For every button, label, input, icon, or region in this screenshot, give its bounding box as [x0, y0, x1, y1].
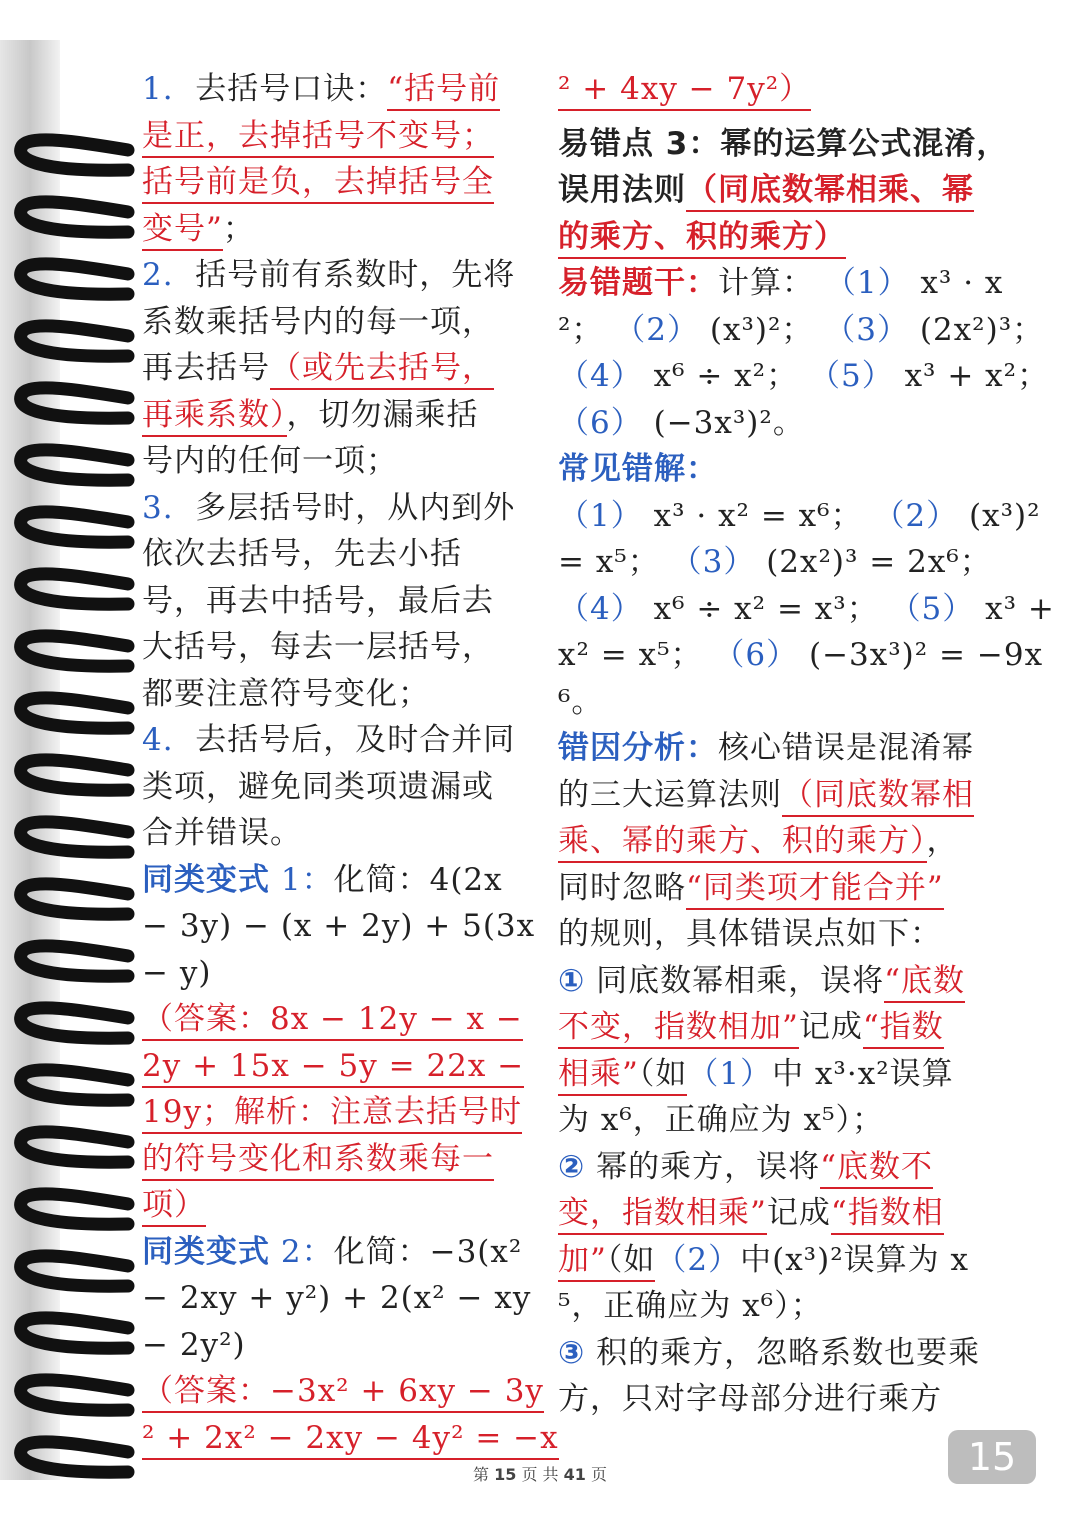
- stem: 易错题干：计算： （1） x³ · x: [558, 265, 1004, 301]
- point1: ① 同底数幂相乘，误将“底数: [558, 958, 1003, 1005]
- variant1-answer: （答案：8x − 12y − x −: [142, 996, 527, 1043]
- variant1-title: 同类变式 1：化简：4(2x: [142, 861, 503, 898]
- right-column: ² + 4xy − 7y²） 易错点 3：幂的运算公式混淆， 误用法则（同底数幂相乘、幂 的乘方、积的乘方） 易错题干：计算： （1） x³ · x ²； （2） (x³)²； （3） (2x²)³； （4） x⁶ ÷ x²； （5） x³ + x²； （6） (−3x³)²。 常见错解： （1） x³ · x² = x⁶； （2） (x³)² = x⁵； （3） (2x²)³ = 2x⁶； （4） x⁶ ÷ x² = x³； （5） x³ + x² = x⁵； （6） (−3x³)² = −9x ⁶。 错因分析：核心错误是混淆幂 的三大运算法则（同底数幂相 乘、幂的乘方、积的乘方）， 同时忽略“同类项才能合并” 的规则，具体错误点如下： ① 同底数幂相乘，误将“底数 不变，指数相加”记成“指数 相乘”（如（1）中 x³·x²误算 为 x⁶，正确应为 x⁵）； ② 幂的乘方，误将“底数不 变，指数相乘”记成“指数相 加”（如（2）中(x³)²误算为 x ⁵，正确应为 x⁶）； ③ 积的乘方，忽略系数也要乘 方，只对字母部分进行乘方: [558, 71, 1055, 1417]
- point2: ② 幂的乘方，误将“底数不: [558, 1144, 1003, 1191]
- point3: ③ 积的乘方，忽略系数也要乘: [558, 1334, 981, 1371]
- error-analysis: 错因分析：核心错误是混淆幂: [558, 730, 974, 766]
- item2-line1: 2. 括号前有系数时，先将: [142, 257, 516, 293]
- spiral-binding: [0, 40, 140, 1480]
- mistake3-heading: 易错点 3：幂的运算公式混淆，: [558, 125, 1009, 162]
- page-footer: 第 15 页 共 41 页: [472, 1465, 608, 1484]
- variant2-title: 同类变式 2：化简：−3(x²: [142, 1233, 523, 1270]
- item1-line1: 1. 去括号口诀：“括号前: [142, 66, 527, 113]
- common-mistakes: 常见错解：: [558, 451, 718, 487]
- variant2-answer: （答案：−3x² + 6xy − 3y: [142, 1368, 527, 1415]
- page-number-badge: 15: [948, 1430, 1036, 1484]
- left-column: 1. 去括号口诀：“括号前 是正，去掉括号不变号； 括号前是负，去掉括号全 变号”； 2. 括号前有系数时，先将 系数乘括号内的每一项， 再去括号（或先去括号， 再乘系数），切勿漏乘括 号内的任何一项； 3. 多层括号时，从内到外 依次去括号，先去小括 号，再去中括号，最后去 大括号，每去一层括号， 都要注意符号变化； 4. 去括号后，及时合并同 类项，避免同类项遗漏或 合并错误。 同类变式 1：化简：4(2x − 3y) − (x + 2y) + 5(3x − y) （答案：8x − 12y − x − 2y + 15x − 5y = 22x − 19y；解析：注意去括号时 的符号变化和系数乘每一 项） 同类变式 2：化简：−3(x² − 2xy + y²) + 2(x² − xy − 2y²) （答案：−3x² + 6xy − 3y ² + 2x² − 2xy − 4y² = −x: [142, 66, 527, 1461]
- item3-line1: 3. 多层括号时，从内到外: [142, 489, 516, 526]
- item4-line1: 4. 去括号后，及时合并同: [142, 722, 516, 758]
